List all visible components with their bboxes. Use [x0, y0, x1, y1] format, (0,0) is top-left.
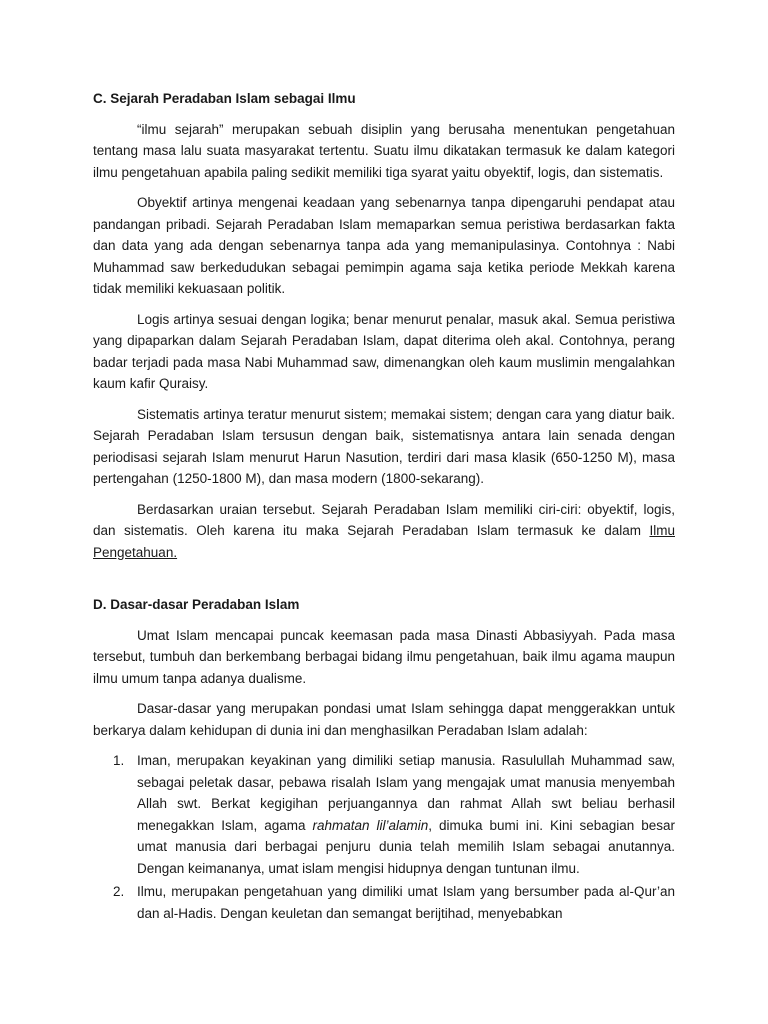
- list-item-text: Ilmu, merupakan pengetahuan yang dimiliki umat Islam yang bersumber pada al-Qur’an dan al-Hadis. Dengan keuletan dan semangat berijtihad, menyebabkan: [137, 884, 675, 921]
- section-c-paragraph-5: [93, 499, 675, 564]
- section-d-paragraph-2: Dasar-dasar yang merupakan pondasi umat Islam sehingga dapat menggerakkan untuk berkarya dalam kehidupan di dunia ini dan menghasilkan Peradaban Islam adalah:: [93, 701, 675, 738]
- foundations-list: [93, 750, 675, 924]
- list-item-number: 1.: [113, 753, 125, 768]
- section-c-paragraph-1: “ilmu sejarah” merupakan sebuah disiplin yang berusaha menentukan pengetahuan tentang masa lalu suata masyarakat tertentu. Suatu ilmu dikatakan termasuk ke dalam kategori ilmu pengetahuan apabila paling sedikit memiliki tiga syarat yaitu obyektif, logis, dan sistematis.: [93, 121, 675, 180]
- section-d-paragraph-1: Umat Islam mencapai puncak keemasan pada masa Dinasti Abbasiyyah. Pada masa tersebut, tumbuh dan berkembang berbagai bidang ilmu pengetahuan, baik ilmu agama maupun ilmu umum tanpa adanya dualisme.: [93, 627, 675, 686]
- section-d-heading: D. Dasar-dasar Peradaban Islam: [93, 597, 300, 612]
- list-item: [113, 881, 675, 924]
- list-item: [113, 750, 675, 879]
- section-c-heading: C. Sejarah Peradaban Islam sebagai Ilmu: [93, 91, 356, 106]
- list-item-text: Iman, merupakan keyakinan yang dimiliki setiap manusia. Rasulullah Muhammad saw, sebagai peletak dasar, pebawa risalah Islam yang mengajak umat manusia menyembah Allah swt. Berkat kegigihan perjuangannya dan rahmat Allah swt beliau berhasil menegakkan Islam, agama: [137, 753, 675, 833]
- list-item-text-continued: , dimuka bumi ini. Kini sebagian besar umat manusia dari berbagai penjuru dunia telah memilih Islam sebagai anutannya. Dengan keimananya, umat islam mengisi hidupnya dengan tuntunan ilmu.: [137, 817, 675, 876]
- list-item-number: 2.: [113, 884, 125, 899]
- ilmu-pengetahuan-underlined: Ilmu Pengetahuan.: [93, 523, 675, 560]
- section-c-paragraph-5-text: Berdasarkan uraian tersebut. Sejarah Peradaban Islam memiliki ciri-ciri: obyektif, logis, dan sistematis. Oleh karena itu maka Sejarah Peradaban Islam termasuk ke dalam: [93, 501, 675, 538]
- section-c-paragraph-2: Obyektif artinya mengenai keadaan yang sebenarnya tanpa dipengaruhi pendapat atau pandangan pribadi. Sejarah Peradaban Islam memaparkan semua peristiwa berdasarkan fakta dan data yang ada dengan sebenarnya tanpa ada yang memanipulasinya. Contohnya : Nabi Muhammad saw berkedudukan sebagai pemimpin agama saja ketika periode Mekkah karena tidak memiliki kekuasaan politik.: [93, 195, 675, 296]
- list-item-italic-term: rahmatan lil’alamin: [312, 817, 429, 833]
- section-c-paragraph-3: Logis artinya sesuai dengan logika; benar menurut penalar, masuk akal. Semua peristiwa yang dipaparkan dalam Sejarah Peradaban Islam, dapat diterima oleh akal. Contohnya, perang badar terjadi pada masa Nabi Muhammad saw, dimenangkan oleh kaum muslimin mengalahkan kaum kafir Quraisy.: [93, 311, 675, 391]
- section-c-paragraph-4: Sistematis artinya teratur menurut sistem; memakai sistem; dengan cara yang diatur baik. Sejarah Peradaban Islam tersusun dengan baik, sistematisnya antara lain senada dengan periodisasi sejarah Islam menurut Harun Nasution, terdiri dari masa klasik (650-1250 M), masa pertengahan (1250-1800 M), dan masa modern (1800-sekarang).: [93, 406, 675, 486]
